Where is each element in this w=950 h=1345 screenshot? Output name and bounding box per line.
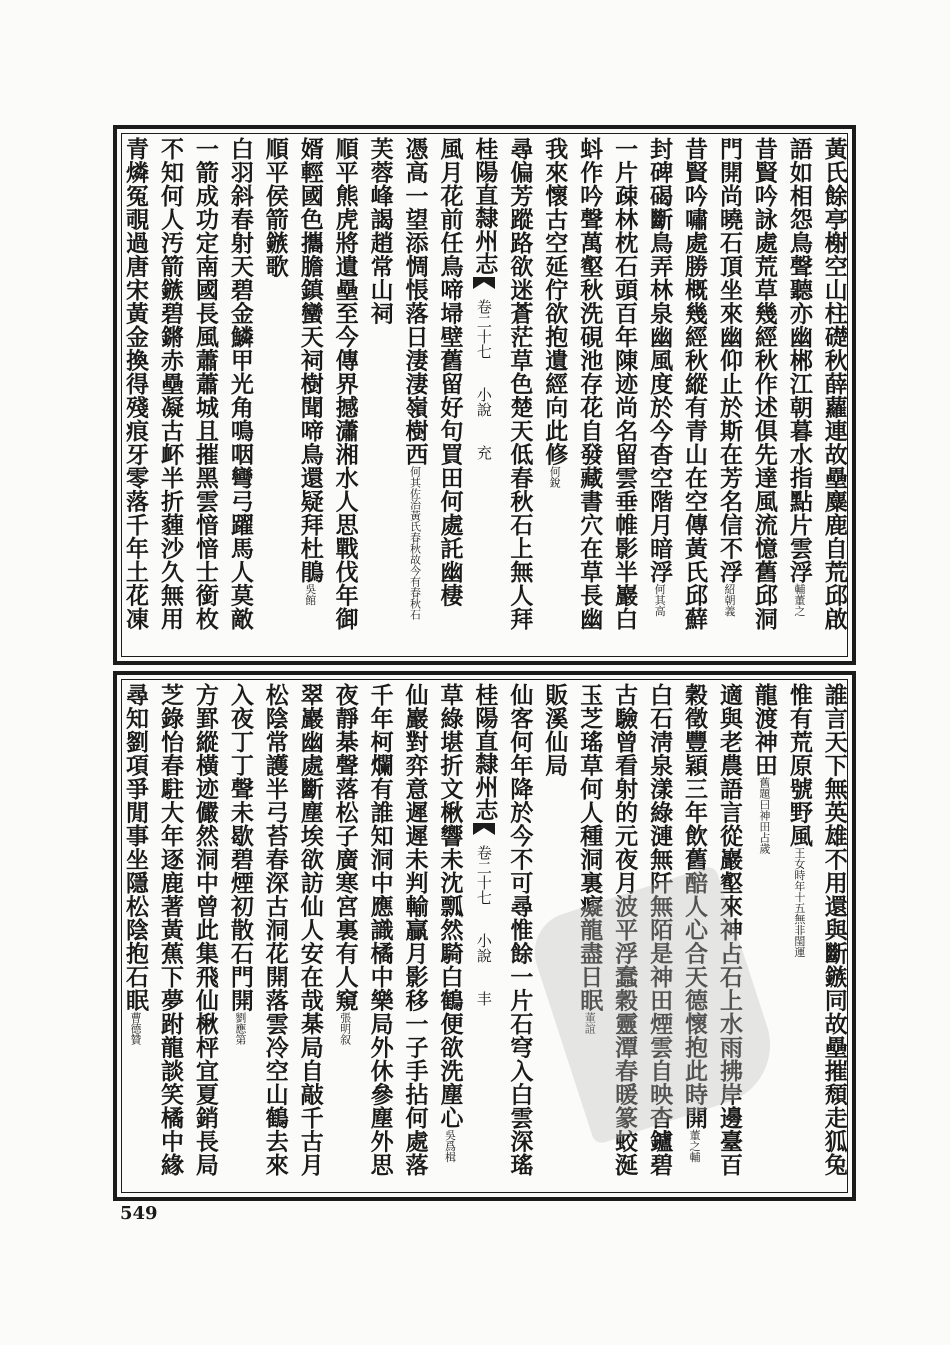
text-column <box>298 137 322 653</box>
column-text: 入夜丁丁聲未歇碧煙初散石門開 <box>226 683 254 1012</box>
text-column <box>646 137 674 653</box>
text-column <box>717 137 741 653</box>
running-head-section: 小說 <box>474 933 493 963</box>
column-text: 憑高一望添惆悵落日淒淒嶺樹西 <box>401 137 429 466</box>
column-text: 芙蓉峰謁趙常山祠 <box>366 137 394 325</box>
running-title: 桂陽直隸州志 <box>471 137 499 275</box>
column-text: 古驗曾看射的元夜月波平浮蠢穀靈潭春暖篆蛟涎 <box>611 683 639 1177</box>
text-column <box>228 137 252 653</box>
running-head <box>471 137 499 653</box>
text-column <box>228 683 252 1189</box>
text-column <box>158 137 182 653</box>
column-text: 不知何人汚箭鏃碧鏘赤壘凝古衃半折薶沙久無用 <box>156 137 184 631</box>
column-text: 一片疎林枕石頭百年陳迹尚名留雲垂帷影半巖白 <box>611 137 639 631</box>
text-column <box>263 137 287 653</box>
column-text: 適與老農語言從巖壑來神占石上水雨拂岸邊臺百 <box>715 683 743 1177</box>
page-number: 549 <box>120 1203 158 1224</box>
column-text: 蚪作吟聲萬壑秋洗硯池存花自發藏書穴在草長幽 <box>576 137 604 631</box>
column-text: 芝錄怡春駐大年逐鹿著黃蕉下夢跗龍談笑橘中緣 <box>156 683 184 1177</box>
author-annotation: 何其佐治黃氏春秋故今有春秋石 <box>408 466 422 620</box>
column-text: 語如相怨鳥聲聽亦幽郴江朝暮水指點片雲浮 <box>785 137 813 584</box>
text-column <box>403 137 427 653</box>
text-column <box>541 137 569 653</box>
column-text: 白石淸泉漾綠漣無阡無陌是神田煙雲自映杳鑪碧 <box>646 683 674 1177</box>
column-text: 龍渡神田 <box>750 683 778 777</box>
text-column <box>263 683 287 1189</box>
column-text: 夜靜棊聲落松子廣寒宮裏有人窺 <box>331 683 359 1012</box>
column-text: 順平熊虎將遺壘至今傳界撼瀟湘水人思戰伐年御 <box>331 137 359 631</box>
text-column <box>506 683 534 1189</box>
column-text: 誰言天下無英雄不用還與斷鏃同故壘摧頹走狐兔 <box>820 683 848 1177</box>
author-annotation: 何其高 <box>653 583 667 617</box>
author-annotation: 張明叙 <box>338 1012 352 1045</box>
text-column <box>333 683 357 1189</box>
text-column <box>193 137 217 653</box>
column-text: 風月花前任鳥啼埽壁舊留好句買田何處託幽棲 <box>436 137 464 607</box>
column-text: 門開尚曉石頂坐來幽仰止於斯在芳名信不浮 <box>715 137 743 584</box>
column-text: 玉芝瑤草何人種洞裏癡龍盡日眠 <box>576 683 604 1012</box>
text-column <box>752 137 776 653</box>
column-text: 黃氏餘亭榭空山柱礎秋薛蘿連故壘麋鹿自荒邱啟 <box>820 137 848 631</box>
column-text: 翠巖幽處斷塵埃欲訪仙人安在哉棊局自敲千古月 <box>296 683 324 1177</box>
text-column <box>403 683 427 1189</box>
text-column <box>576 137 604 653</box>
text-column <box>123 683 147 1189</box>
column-text: 尋偏芳蹤路欲迷蒼茫草色楚天低春秋石上無人拜 <box>506 137 534 631</box>
column-text: 婿輕國色攜膽鎮蠻天祠樹聞啼鳥還疑拜杜鵑 <box>296 137 324 584</box>
column-text: 青燐冤覗過唐宋黃金換得殘痕牙零落千年土花凍 <box>122 137 149 631</box>
column-text: 草綠堪折文楸響未沈瓢然騎白鶴便欲洗塵心 <box>436 683 464 1130</box>
author-annotation: 紹朝義 <box>722 583 736 617</box>
author-annotation: 董誼 <box>583 1012 597 1034</box>
column-text: 順平侯箭鏃歌 <box>261 137 289 278</box>
column-text: 松陰常護半弓苔春深古洞花開落雲冷空山鶴去來 <box>261 683 289 1177</box>
column-text: 尋知劉項爭閒事坐隱松陰抱石眠 <box>122 683 149 1012</box>
running-head-juan: 卷二十七 <box>474 845 493 905</box>
column-text: 仙客何年降於今不可尋惟餘一片石穹入白雲深瑤 <box>506 683 534 1177</box>
author-annotation: 輔董之 <box>792 583 806 617</box>
text-column <box>787 683 811 1189</box>
column-text: 惟有荒原號野風 <box>785 683 813 848</box>
upper-page-columns <box>123 137 846 653</box>
text-column <box>368 137 392 653</box>
text-column <box>682 137 706 653</box>
fish-tail-mark-icon <box>473 823 495 835</box>
text-column <box>436 137 464 653</box>
running-head-folio: 丰 <box>474 991 493 1006</box>
running-head-section: 小說 <box>474 387 493 417</box>
column-text: 方罫縱橫迹儼然洞中曾此集飛仙楸枰宜夏銷長局 <box>191 683 219 1177</box>
running-head-juan: 卷二十七 <box>474 299 493 359</box>
column-text: 仙巖對弈意遲遲未判輸贏月影移一子手拈何處落 <box>401 683 429 1177</box>
text-column <box>822 137 846 653</box>
text-column <box>368 683 392 1189</box>
running-head <box>471 683 499 1189</box>
column-text: 封碑碣斷鳥弄林泉幽風度於今杳空階月暗浮 <box>646 137 674 584</box>
column-text: 我來懷古空延佇欲抱遺經向此修 <box>541 137 569 466</box>
text-column <box>298 683 322 1189</box>
upper-page <box>113 125 856 665</box>
column-text: 千年柯爛有誰知洞中應識橘中樂局外休參塵外思 <box>366 683 394 1177</box>
author-annotation: 吳爲楫 <box>443 1129 457 1163</box>
text-column <box>123 137 147 653</box>
author-annotation: 董之輔 <box>688 1129 701 1163</box>
text-column <box>436 683 464 1189</box>
author-annotation: 何銳 <box>548 466 562 488</box>
text-column <box>822 683 846 1189</box>
column-text: 一箭成功定南國長風蕭蕭城且摧黑雲愔愔士銜枚 <box>191 137 219 631</box>
text-column <box>787 137 811 653</box>
author-annotation: 劉應第 <box>233 1012 247 1045</box>
text-column <box>506 137 534 653</box>
column-text: 白羽斜春射天碧金鱗甲光角鳴咽彎弓躍馬人莫敵 <box>226 137 254 631</box>
column-text: 販溪仙局 <box>541 683 569 777</box>
author-annotation: 曹德贊 <box>129 1012 142 1045</box>
running-title: 桂陽直隸州志 <box>471 683 499 821</box>
text-column <box>333 137 357 653</box>
text-column <box>611 137 639 653</box>
column-text: 昔賢吟詠處荒草幾經秋作述俱先達風流憶舊邱洞 <box>750 137 778 631</box>
column-text: 昔賢吟嘯處勝概幾經秋縱有青山在空傳黃氏邱蘚 <box>681 137 708 631</box>
text-column <box>752 683 776 1189</box>
column-text: 穀徵豐穎三年飲舊醅人心合天德懷抱此時開 <box>681 683 708 1130</box>
running-head-folio: 充 <box>474 445 493 460</box>
text-column <box>158 683 182 1189</box>
author-annotation: 舊題曰神田占歲 <box>757 777 771 854</box>
fish-tail-mark-icon <box>473 277 495 289</box>
text-column <box>193 683 217 1189</box>
author-annotation: 吳館 <box>303 583 317 606</box>
lower-page <box>113 671 856 1201</box>
author-annotation: 王女時年十五無非閨運 <box>792 847 806 958</box>
